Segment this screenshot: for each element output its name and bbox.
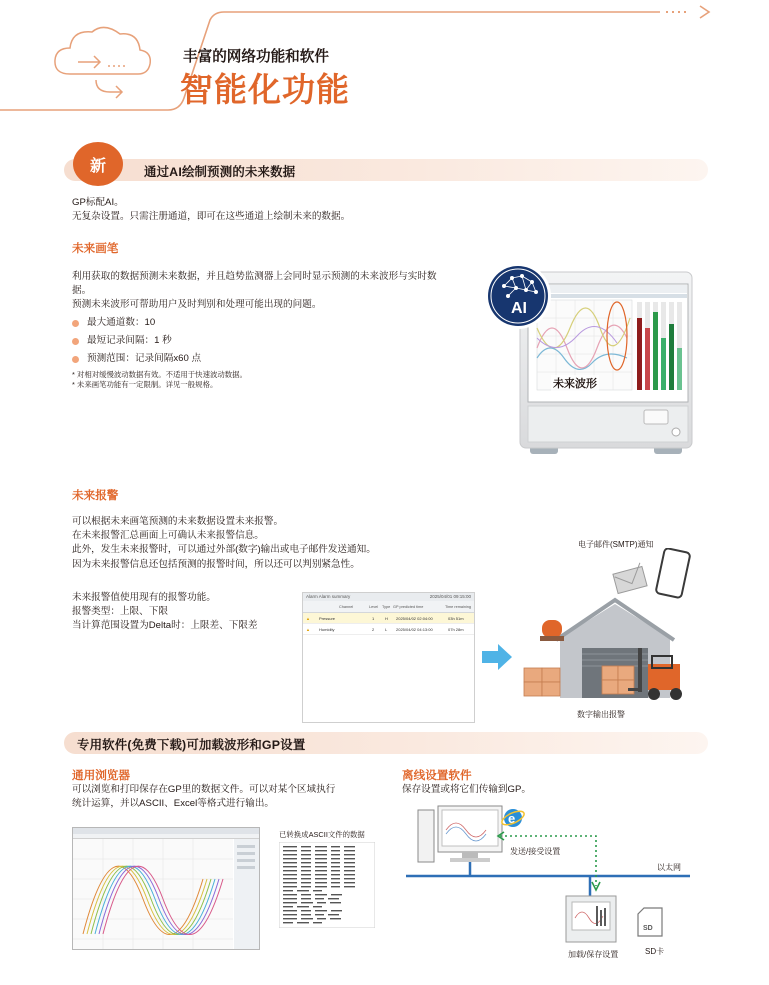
ascii-row-mark — [315, 866, 327, 867]
ascii-row-mark — [283, 846, 297, 847]
cloud-sync-icon — [55, 27, 150, 98]
ascii-row-mark — [283, 914, 297, 915]
flow-arrow-icon — [480, 642, 516, 672]
desc-line: 据。 — [72, 285, 92, 297]
ascii-row-mark — [344, 858, 355, 859]
alarm-table-header — [303, 601, 474, 613]
desc-line: 因为未来报警信息还包括预测的报警时间，所以还可以判别紧急性。 — [72, 558, 360, 570]
col-channel: Channel — [339, 605, 354, 609]
ascii-row-mark — [301, 846, 311, 847]
ascii-row-mark — [315, 870, 327, 871]
ascii-row-mark — [283, 922, 293, 923]
col-type: Type — [382, 605, 391, 609]
ascii-row-mark — [317, 918, 326, 919]
ascii-row-mark — [331, 882, 340, 883]
viewer-waveform — [73, 839, 259, 949]
section-title-ai: 通过AI绘制预测的未来数据 — [144, 165, 296, 179]
ascii-row-mark — [283, 902, 297, 903]
browser-logo-icon — [500, 808, 526, 827]
ascii-row-mark — [315, 874, 327, 875]
ascii-row-mark — [328, 898, 339, 899]
future-pen-bullets — [72, 315, 372, 367]
bullet-text: 最短记录间隔：1 秒 — [87, 334, 172, 346]
section-title-software: 专用软件(免费下载)可加载波形和GP设置 — [77, 738, 306, 752]
ascii-row-mark — [344, 882, 355, 883]
alarm-screen-tabs: Alarm Alarm summary — [306, 594, 351, 599]
ascii-row-mark — [283, 874, 297, 875]
smartphone-icon — [656, 548, 691, 598]
ascii-row-mark — [331, 854, 340, 855]
future-wave-callout: 未来波形 — [551, 375, 599, 391]
ascii-row-mark — [313, 890, 322, 891]
desc-line: 在未来报警汇总画面上可确认未来报警信息。 — [72, 530, 264, 542]
page-title: 智能化功能 — [180, 71, 350, 108]
bullet-item — [72, 333, 372, 349]
offline-desc: 保存设置或将它们传输到GP。 — [402, 784, 531, 795]
header-frame — [0, 0, 769, 120]
row-time: 2025/04/02 04:13:00 — [396, 626, 433, 632]
ascii-row-mark — [331, 874, 340, 875]
desc-line: 报警类型：上限、下限 — [72, 606, 168, 618]
ascii-row-mark — [331, 878, 340, 879]
ascii-row-mark — [283, 882, 297, 883]
table-row[interactable]: ▲ Humidity 2 L 2025/04/02 04:13:00 07h 28m — [303, 624, 474, 635]
alarm-summary-screen — [302, 592, 475, 723]
new-badge — [73, 142, 123, 186]
ascii-row-mark — [344, 846, 355, 847]
desc-line: 可以浏览和打印保存在GP里的数据文件。可以对某个区域执行 — [72, 784, 336, 795]
ascii-row-mark — [283, 858, 297, 859]
ascii-row-mark — [301, 882, 311, 883]
alarm-screen-topbar — [303, 593, 474, 601]
digital-output-label: 数字输出报警 — [577, 710, 625, 719]
ascii-row-mark — [315, 898, 324, 899]
ascii-row-mark — [301, 862, 311, 863]
future-alarm-heading: 未来报警 — [72, 489, 119, 502]
table-row[interactable]: ▲ Pressure 1 H 2025/04/02 02:04:00 03h 51m — [303, 613, 474, 624]
recorder-icon — [566, 896, 616, 942]
sd-card-icon — [638, 908, 662, 936]
ascii-row-mark — [331, 894, 342, 895]
ascii-row-mark — [283, 878, 297, 879]
ascii-row-mark — [301, 902, 313, 903]
ascii-row-mark — [301, 886, 311, 887]
ascii-row-mark — [331, 862, 340, 863]
network-diagram — [400, 800, 700, 960]
ascii-row-mark — [297, 890, 309, 891]
ascii-row-mark — [301, 866, 311, 867]
recorder-device-image — [482, 258, 697, 463]
desc-line: 利用获取的数据预测未来数据，并且趋势监测器上会同时显示预测的未来波形与实时数 — [72, 271, 437, 282]
svg-text:e: e — [508, 811, 516, 826]
ascii-row-mark — [301, 918, 313, 919]
email-envelope-icon — [613, 563, 647, 594]
offline-heading: 离线设置软件 — [402, 769, 472, 782]
ascii-row-mark — [344, 874, 355, 875]
ascii-row-mark — [344, 850, 355, 851]
row-type: L — [385, 626, 388, 632]
note-line: * 未来画笔功能有一定限制。详见一般规格。 — [72, 380, 218, 389]
universal-viewer-screenshot — [72, 827, 260, 950]
ascii-row-mark — [297, 922, 309, 923]
ascii-data-sheet — [279, 842, 375, 928]
ascii-row-mark — [331, 850, 340, 851]
ascii-row-mark — [301, 858, 311, 859]
email-label: 电子邮件(SMTP)通知 — [578, 540, 654, 549]
ascii-row-mark — [344, 870, 355, 871]
ascii-row-mark — [297, 906, 309, 907]
ai-intro — [72, 196, 402, 224]
ascii-row-mark — [330, 902, 341, 903]
col-level: Level — [369, 605, 379, 609]
ascii-row-mark — [283, 870, 297, 871]
factory-illustration — [520, 548, 700, 708]
ascii-row-mark — [301, 854, 311, 855]
ascii-row-mark — [315, 882, 327, 883]
ascii-row-mark — [330, 918, 341, 919]
bullet-text: 最大通道数：10 — [87, 316, 156, 328]
load-save-label: 加载/保存设置 — [568, 950, 619, 959]
ethernet-label: 以太网 — [657, 863, 681, 872]
desc-line: 统计运算，并以ASCII、Excel等格式进行输出。 — [72, 798, 275, 810]
ascii-row-mark — [315, 854, 327, 855]
ascii-row-mark — [301, 910, 311, 911]
desc-line: 可以根据未来画笔预测的未来数据设置未来报警。 — [72, 516, 284, 527]
alarm-screen-date: 2025/04/01 09:15:00 — [429, 594, 471, 599]
ascii-row-mark — [315, 858, 327, 859]
ascii-row-mark — [283, 906, 293, 907]
future-alarm-desc — [72, 515, 432, 572]
ascii-row-mark — [328, 914, 339, 915]
pc-icon — [418, 806, 502, 862]
ascii-row-mark — [315, 850, 327, 851]
desc-line: 预测未来波形可帮助用户及时判别和处理可能出现的问题。 — [72, 299, 322, 311]
ascii-row-mark — [301, 870, 311, 871]
ascii-row-mark — [283, 850, 297, 851]
desc-line: 未来报警值使用现有的报警功能。 — [72, 592, 216, 603]
ascii-row-mark — [331, 846, 340, 847]
desc-line: 此外，发生未来报警时，可以通过外部(数字)输出或电子邮件发送通知。 — [72, 544, 376, 556]
ascii-row-mark — [331, 858, 340, 859]
col-time: GP predicted time — [393, 605, 424, 609]
ascii-row-mark — [301, 874, 311, 875]
ascii-row-mark — [283, 854, 297, 855]
ascii-row-mark — [315, 862, 327, 863]
ascii-row-mark — [315, 914, 324, 915]
ascii-row-mark — [283, 898, 297, 899]
ascii-row-mark — [301, 914, 311, 915]
row-remain: 07h 28m — [448, 626, 464, 632]
row-time: 2025/04/02 02:04:00 — [396, 615, 433, 621]
ascii-row-mark — [344, 886, 355, 887]
ascii-row-mark — [331, 866, 340, 867]
ascii-row-mark — [344, 854, 355, 855]
ascii-row-mark — [301, 850, 311, 851]
ascii-row-mark — [283, 918, 297, 919]
new-badge-label: 新 — [89, 157, 106, 175]
ascii-row-mark — [344, 862, 355, 863]
row-type: H — [385, 615, 388, 621]
desc-line: 当计算范围设置为Delta时：上限差、下限差 — [72, 620, 258, 632]
ascii-row-mark — [315, 910, 327, 911]
future-pen-notes — [72, 370, 402, 390]
ascii-row-mark — [283, 910, 297, 911]
ai-intro-line: 无复杂设置。只需注册通道，即可在这些通道上绘制未来的数据。 — [72, 211, 351, 223]
ascii-row-mark — [283, 866, 297, 867]
ascii-row-mark — [317, 902, 326, 903]
ascii-row-mark — [331, 870, 340, 871]
ascii-row-mark — [283, 862, 297, 863]
ascii-row-mark — [331, 886, 340, 887]
header-subtitle: 丰富的网络功能和软件 — [183, 49, 329, 65]
row-channel: Humidity — [319, 626, 335, 632]
ascii-row-mark — [315, 878, 327, 879]
dotted-arrow-icon — [666, 6, 709, 18]
ascii-row-mark — [344, 866, 355, 867]
bullet-item — [72, 315, 372, 331]
bullet-item — [72, 351, 372, 367]
ai-badge-label: AI — [511, 300, 527, 317]
ascii-row-mark — [301, 894, 311, 895]
row-remain: 03h 51m — [448, 615, 464, 621]
sd-card-label: SD卡 — [645, 947, 665, 956]
alarm-light-icon — [540, 620, 564, 641]
future-pen-heading: 未来画笔 — [72, 242, 119, 255]
row-level: 1 — [372, 615, 375, 621]
ascii-row-mark — [315, 846, 327, 847]
ascii-row-mark — [283, 894, 297, 895]
ai-intro-line: GP标配AI。 — [72, 197, 124, 208]
ascii-data-label: 已转换成ASCII文件的数据 — [279, 830, 365, 839]
ascii-row-mark — [315, 886, 327, 887]
ascii-row-mark — [344, 878, 355, 879]
note-line: * 对相对缓慢波动数据有效。不适用于快速波动数据。 — [72, 370, 247, 379]
bullet-text: 预测范围：记录间隔x60 点 — [87, 352, 202, 364]
ascii-row-mark — [283, 886, 297, 887]
ascii-row-mark — [313, 906, 322, 907]
future-pen-desc — [72, 270, 472, 313]
browser-desc — [72, 783, 402, 811]
col-remain: Time remaining — [445, 605, 472, 609]
browser-heading: 通用浏览器 — [72, 769, 130, 782]
ascii-row-mark — [283, 890, 293, 891]
ascii-row-mark — [313, 922, 322, 923]
row-channel: Pressure — [319, 615, 336, 621]
svg-text:SD: SD — [643, 925, 653, 932]
future-alarm-desc2 — [72, 591, 302, 634]
ascii-row-mark — [315, 894, 327, 895]
send-receive-label: 发送/接受设置 — [510, 847, 561, 856]
row-level: 2 — [372, 626, 375, 632]
ascii-row-mark — [301, 898, 311, 899]
ascii-row-mark — [331, 910, 342, 911]
ascii-row-mark — [301, 878, 311, 879]
